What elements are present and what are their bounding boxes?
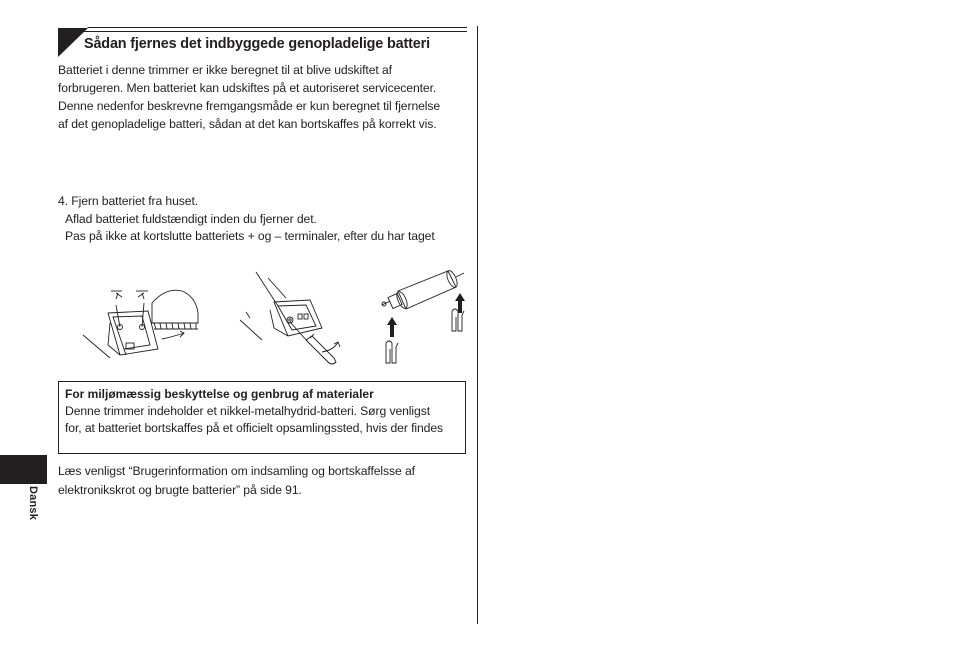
section-title: Sådan fjernes det indbyggede genopladelige batteri — [84, 36, 430, 52]
intro-paragraph — [58, 61, 440, 133]
illustration-remove-screws — [80, 283, 210, 363]
language-tab-marker — [0, 455, 47, 484]
environment-notice-title: For miljømæssig beskyttelse og genbrug af materialer — [65, 387, 374, 401]
environment-notice-line: Denne trimmer indeholder et nikkel-metalhydrid-batteri. Sørg venligst — [65, 404, 430, 418]
column-divider — [477, 26, 478, 624]
illustration-remove-battery — [378, 265, 470, 370]
intro-line: Batteriet i denne trimmer er ikke beregnet til at blive udskiftet af — [58, 63, 392, 77]
intro-line: af det genopladelige batteri, sådan at det kan bortskaffes på korrekt vis. — [58, 117, 437, 131]
environment-notice-box — [58, 381, 466, 454]
step-4-warning: Pas på ikke at kortslutte batteriets + og – terminaler, efter du har taget — [65, 229, 435, 243]
environment-notice-line: for, at batteriet bortskaffes på et officielt opsamlingssted, hvis der findes — [65, 421, 443, 435]
footer-note-line: elektronikskrot og brugte batterier” på side 91. — [58, 482, 302, 497]
intro-line: Denne nedenfor beskrevne fremgangsmåde er kun beregnet til fjernelse — [58, 99, 441, 113]
heading-rule-bottom — [58, 31, 467, 32]
intro-line: forbrugeren. Men batteriet kan udskiftes på et autoriseret servicecenter. — [58, 81, 437, 95]
heading-rule-top — [58, 27, 467, 28]
step-4-instruction: Aflad batteriet fuldstændigt inden du fjerner det. — [65, 211, 317, 226]
footer-note — [58, 462, 415, 499]
step-4 — [58, 193, 435, 246]
step-4-title: 4. Fjern batteriet fra huset. — [58, 194, 199, 208]
footer-note-line: Læs venligst “Brugerinformation om indsamling og bortskaffelsse af — [58, 464, 415, 478]
language-tab-label: Dansk — [27, 486, 39, 521]
illustration-pry-battery — [238, 270, 348, 370]
